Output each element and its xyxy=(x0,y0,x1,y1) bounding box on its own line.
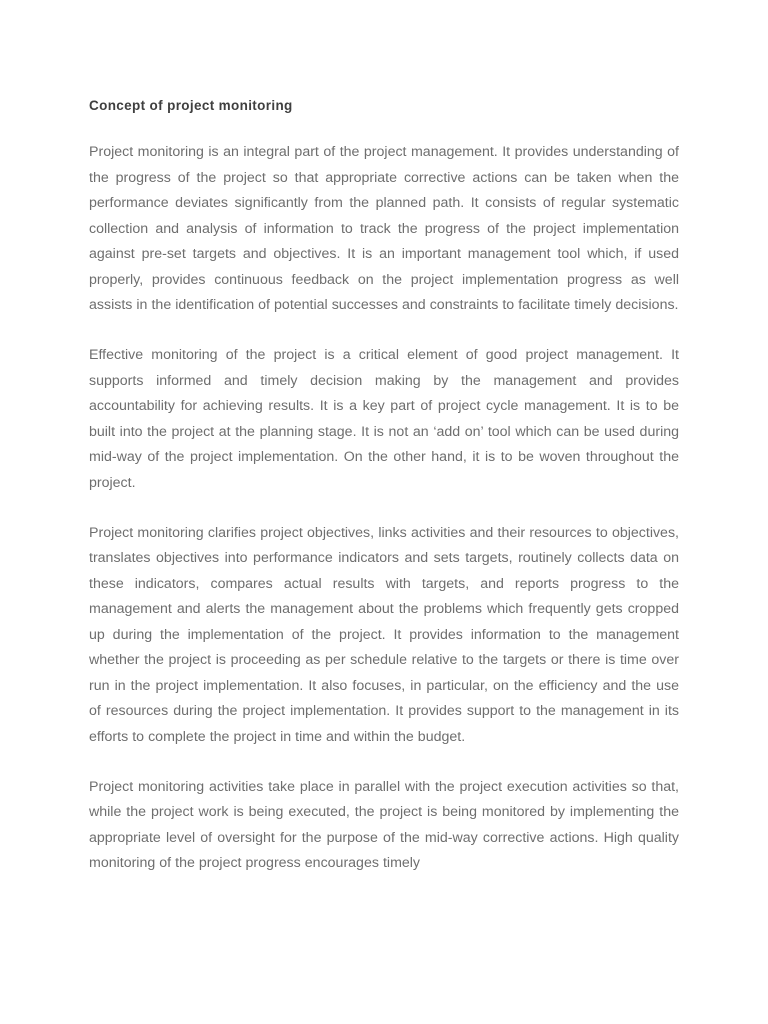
body-paragraph-1: Project monitoring is an integral part of the project management. It provides understanding of the progress of the project so that appropriate corrective actions can be taken when the performance deviates significantly from the planned path. It consists of regular systematic collection and analysis of information to track the progress of the project implementation against pre-set targets and objectives. It is an important management tool which, if used properly, provides continuous feedback on the project implementation progress as well assists in the identification of potential successes and constraints to facilitate timely decisions. xyxy=(89,144,679,313)
page-title: Concept of project monitoring xyxy=(89,98,293,113)
document-body xyxy=(89,96,679,877)
body-paragraph-2: Effective monitoring of the project is a critical element of good project management. It supports informed and timely decision making by the management and provides accountability for achieving results. It is a key part of project cycle management. It is to be built into the project at the planning stage. It is not an ‘add on’ tool which can be used during mid-way of the project implementation. On the other hand, it is to be woven throughout the project. xyxy=(89,347,679,491)
body-paragraph-3: Project monitoring clarifies project objectives, links activities and their resources to objectives, translates objectives into performance indicators and sets targets, routinely collects data on these indicators, compares actual results with targets, and reports progress to the management and alerts the management about the problems which frequently gets cropped up during the implementation of the project. It provides information to the management whether the project is proceeding as per schedule relative to the targets or there is time over run in the project implementation. It also focuses, in particular, on the efficiency and the use of resources during the project implementation. It provides support to the management in its efforts to complete the project in time and within the budget. xyxy=(89,524,679,745)
body-paragraph-4: Project monitoring activities take place in parallel with the project execution activities so that, while the project work is being executed, the project is being monitored by implementing the appropriate level of oversight for the purpose of the mid-way corrective actions. High quality monitoring of the project progress encourages timely xyxy=(89,778,679,871)
